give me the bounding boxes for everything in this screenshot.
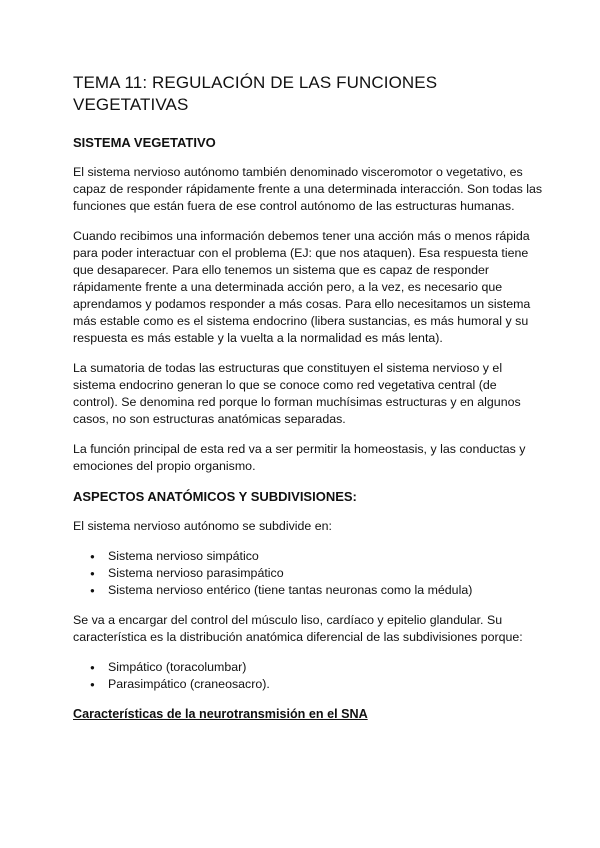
paragraph: La función principal de esta red va a ser permitir la homeostasis, y las conductas y emociones del propio organismo. xyxy=(73,442,526,473)
list-item: ● Sistema nervioso parasimpático xyxy=(73,565,544,582)
list-item: ● Simpático (toracolumbar) xyxy=(73,659,544,676)
distribution-list xyxy=(73,659,544,693)
paragraph: La sumatoria de todas las estructuras que constituyen el sistema nervioso y el sistema endocrino generan lo que se conoce como red vegetativa central (de control). Se denomina red porque lo forman muchísimas estructuras y en algunos casos, no son estructuras anatómicas separadas. xyxy=(73,361,521,426)
subheading-neurotransmision: Características de la neurotransmisión en el SNA xyxy=(73,707,368,721)
section-heading-sistema-vegetativo: SISTEMA VEGETATIVO xyxy=(73,135,216,150)
list-item: ● Sistema nervioso entérico (tiene tantas neuronas como la médula) xyxy=(73,582,544,599)
paragraph: El sistema nervioso autónomo se subdivide en: xyxy=(73,519,332,533)
paragraph: El sistema nervioso autónomo también denominado visceromotor o vegetativo, es capaz de responder rápidamente frente a una determinada interacción. Son todas las funciones que están fuera de ese control autónomo de las estructuras humanas. xyxy=(73,165,543,213)
paragraph: Cuando recibimos una información debemos tener una acción más o menos rápida para poder interactuar con el problema (EJ: que nos ataquen). Esa respuesta tiene que desaparecer. Para ello tenemos un sistema que es capaz de responder rápidamente frente a una determinada acción pero, a la vez, es necesario que aprendamos y podamos responder a más cosas. Para ello necesitamos un sistema más estable como es el sistema endocrino (libera sustancias, es más humoral y su respuesta es más estable y la vuelta a la normalidad es más lenta). xyxy=(73,229,531,345)
list-item: ● Parasimpático (craneosacro). xyxy=(73,676,544,693)
paragraph: Se va a encargar del control del músculo liso, cardíaco y epitelio glandular. Su característica es la distribución anatómica diferencial de las subdivisiones porque: xyxy=(73,613,523,644)
page-title: TEMA 11: REGULACIÓN DE LAS FUNCIONES VEGETATIVAS xyxy=(73,73,438,114)
subdivisions-list xyxy=(73,548,544,599)
section-heading-aspectos-anatomicos: ASPECTOS ANATÓMICOS Y SUBDIVISIONES: xyxy=(73,489,357,504)
list-item: ● Sistema nervioso simpático xyxy=(73,548,544,565)
